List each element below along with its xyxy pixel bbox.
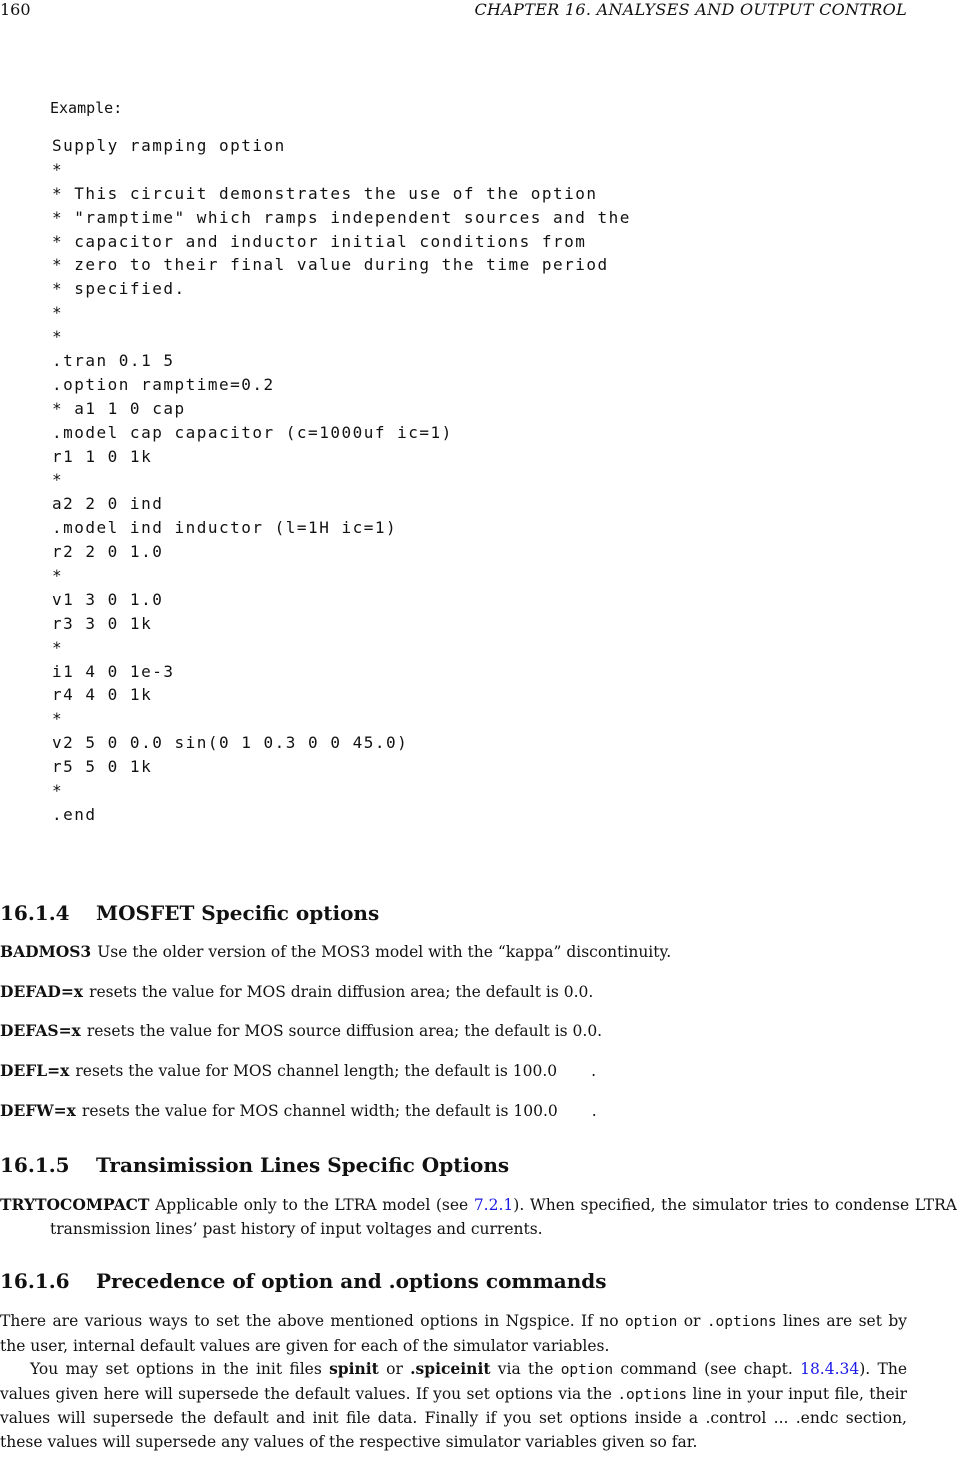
- ref-link-7-2-1[interactable]: 7.2.1: [473, 1196, 514, 1214]
- ref-link-18-4-34[interactable]: 18.4.34: [800, 1360, 860, 1378]
- option-desc: resets the value for MOS channel width; the default is 100.0: [81, 1102, 558, 1120]
- option-term: BADMOS3: [0, 942, 92, 961]
- option-defw: [0, 1101, 907, 1120]
- section-number: 16.1.6: [0, 1269, 70, 1293]
- code-line: a2 2 0 ind: [52, 494, 164, 514]
- code-line: *: [52, 781, 64, 801]
- section-heading-16-1-5: [0, 1153, 509, 1177]
- option-desc: resets the value for MOS drain diffusion area; the default is 0.0.: [89, 983, 594, 1001]
- code-line: *: [52, 470, 64, 490]
- section-heading-16-1-6: [0, 1269, 607, 1293]
- code-line: * capacitor and inductor initial conditions from: [52, 231, 587, 251]
- option-term: TRYTOCOMPACT: [0, 1195, 150, 1214]
- section-number: 16.1.5: [0, 1153, 70, 1177]
- section-heading-16-1-4: [0, 901, 379, 925]
- option-desc-part: ). When specified, the simulator tries to condense LTRA transmission lines’ past history of input voltages and currents.: [50, 1196, 957, 1238]
- code-line: *: [52, 709, 64, 729]
- option-desc: Use the older version of the MOS3 model with the “kappa” discontinuity.: [97, 943, 672, 961]
- code-line: .model cap capacitor (c=1000uf ic=1): [52, 422, 453, 442]
- code-line: * a1 1 0 cap: [52, 398, 186, 418]
- text-run: There are various ways to set the above mentioned options in Ngspice. If no: [0, 1312, 625, 1330]
- page-number: 160: [0, 0, 31, 19]
- option-desc-part: Applicable only to the LTRA model (see: [155, 1196, 474, 1214]
- example-code-block: [52, 134, 631, 827]
- code-line: *: [52, 327, 64, 347]
- bold-run: .spiceinit: [410, 1359, 491, 1378]
- code-run: .options: [706, 1314, 777, 1330]
- code-line: *: [52, 159, 64, 179]
- paragraph-2: [0, 1357, 907, 1454]
- option-defl: [0, 1061, 907, 1080]
- code-line: r5 5 0 1k: [52, 757, 153, 777]
- option-defad: [0, 982, 907, 1001]
- section-number: 16.1.4: [0, 901, 70, 925]
- section-title: Transimission Lines Specific Options: [96, 1153, 510, 1177]
- option-trail: .: [591, 1062, 597, 1080]
- code-run: option: [560, 1362, 614, 1378]
- option-term: DEFL=x: [0, 1061, 70, 1080]
- code-line: .end: [52, 804, 97, 824]
- option-term: DEFW=x: [0, 1101, 76, 1120]
- code-line: * This circuit demonstrates the use of the option: [52, 183, 598, 203]
- text-run: line in your input file, their values will supersede the default and init file data. Finally if you set options inside a .control ... .endc section, these values will supersede any values of the respective simulator variables given so far.: [0, 1384, 907, 1451]
- code-line: v1 3 0 1.0: [52, 589, 164, 609]
- running-head: CHAPTER 16. ANALYSES AND OUTPUT CONTROL: [474, 0, 907, 19]
- option-trail: .: [591, 1102, 597, 1120]
- code-line: r3 3 0 1k: [52, 613, 153, 633]
- code-run: option: [624, 1314, 678, 1330]
- example-label: Example:: [50, 99, 123, 117]
- code-run: .options: [617, 1386, 688, 1403]
- option-desc: resets the value for MOS channel length; the default is 100.0: [75, 1062, 558, 1080]
- code-line: * "ramptime" which ramps independent sources and the: [52, 207, 631, 227]
- code-line: *: [52, 303, 64, 323]
- code-line: r4 4 0 1k: [52, 685, 153, 705]
- code-line: *: [52, 566, 64, 586]
- text-run: You may set options in the init files: [30, 1360, 330, 1378]
- section-title: Precedence of option and .options commands: [96, 1269, 607, 1293]
- text-run: or: [378, 1360, 411, 1378]
- code-line: * zero to their final value during the time period: [52, 255, 609, 275]
- code-line: .tran 0.1 5: [52, 351, 175, 371]
- code-line: .model ind inductor (l=1H ic=1): [52, 518, 398, 538]
- code-line: i1 4 0 1e-3: [52, 661, 175, 681]
- code-line: v2 5 0 0.0 sin(0 1 0.3 0 0 45.0): [52, 733, 409, 753]
- option-badmos3: [0, 942, 907, 961]
- code-line: r2 2 0 1.0: [52, 542, 164, 562]
- option-defas: [0, 1021, 907, 1040]
- option-term: DEFAD=x: [0, 982, 84, 1001]
- option-desc: resets the value for MOS source diffusion area; the default is 0.0.: [86, 1022, 603, 1040]
- code-line: * specified.: [52, 279, 186, 299]
- code-line: .option ramptime=0.2: [52, 374, 275, 394]
- text-run: lines are set by the user, internal default values are given for each of the simulator variables.: [0, 1312, 907, 1355]
- text-run: ). The values given here will supersede the default values. If you set options via the: [0, 1360, 907, 1403]
- text-run: via the: [490, 1360, 561, 1378]
- text-run: or: [677, 1312, 707, 1330]
- code-line: Supply ramping option: [52, 136, 286, 155]
- section-title: MOSFET Specific options: [96, 901, 380, 925]
- bold-run: spinit: [329, 1359, 379, 1378]
- option-term: DEFAS=x: [0, 1021, 81, 1040]
- option-trytocompact: [0, 1193, 957, 1241]
- page-header: [0, 0, 907, 20]
- code-line: *: [52, 637, 64, 657]
- text-run: command (see chapt.: [613, 1360, 801, 1378]
- code-line: r1 1 0 1k: [52, 446, 153, 466]
- paragraph-1: [0, 1310, 907, 1358]
